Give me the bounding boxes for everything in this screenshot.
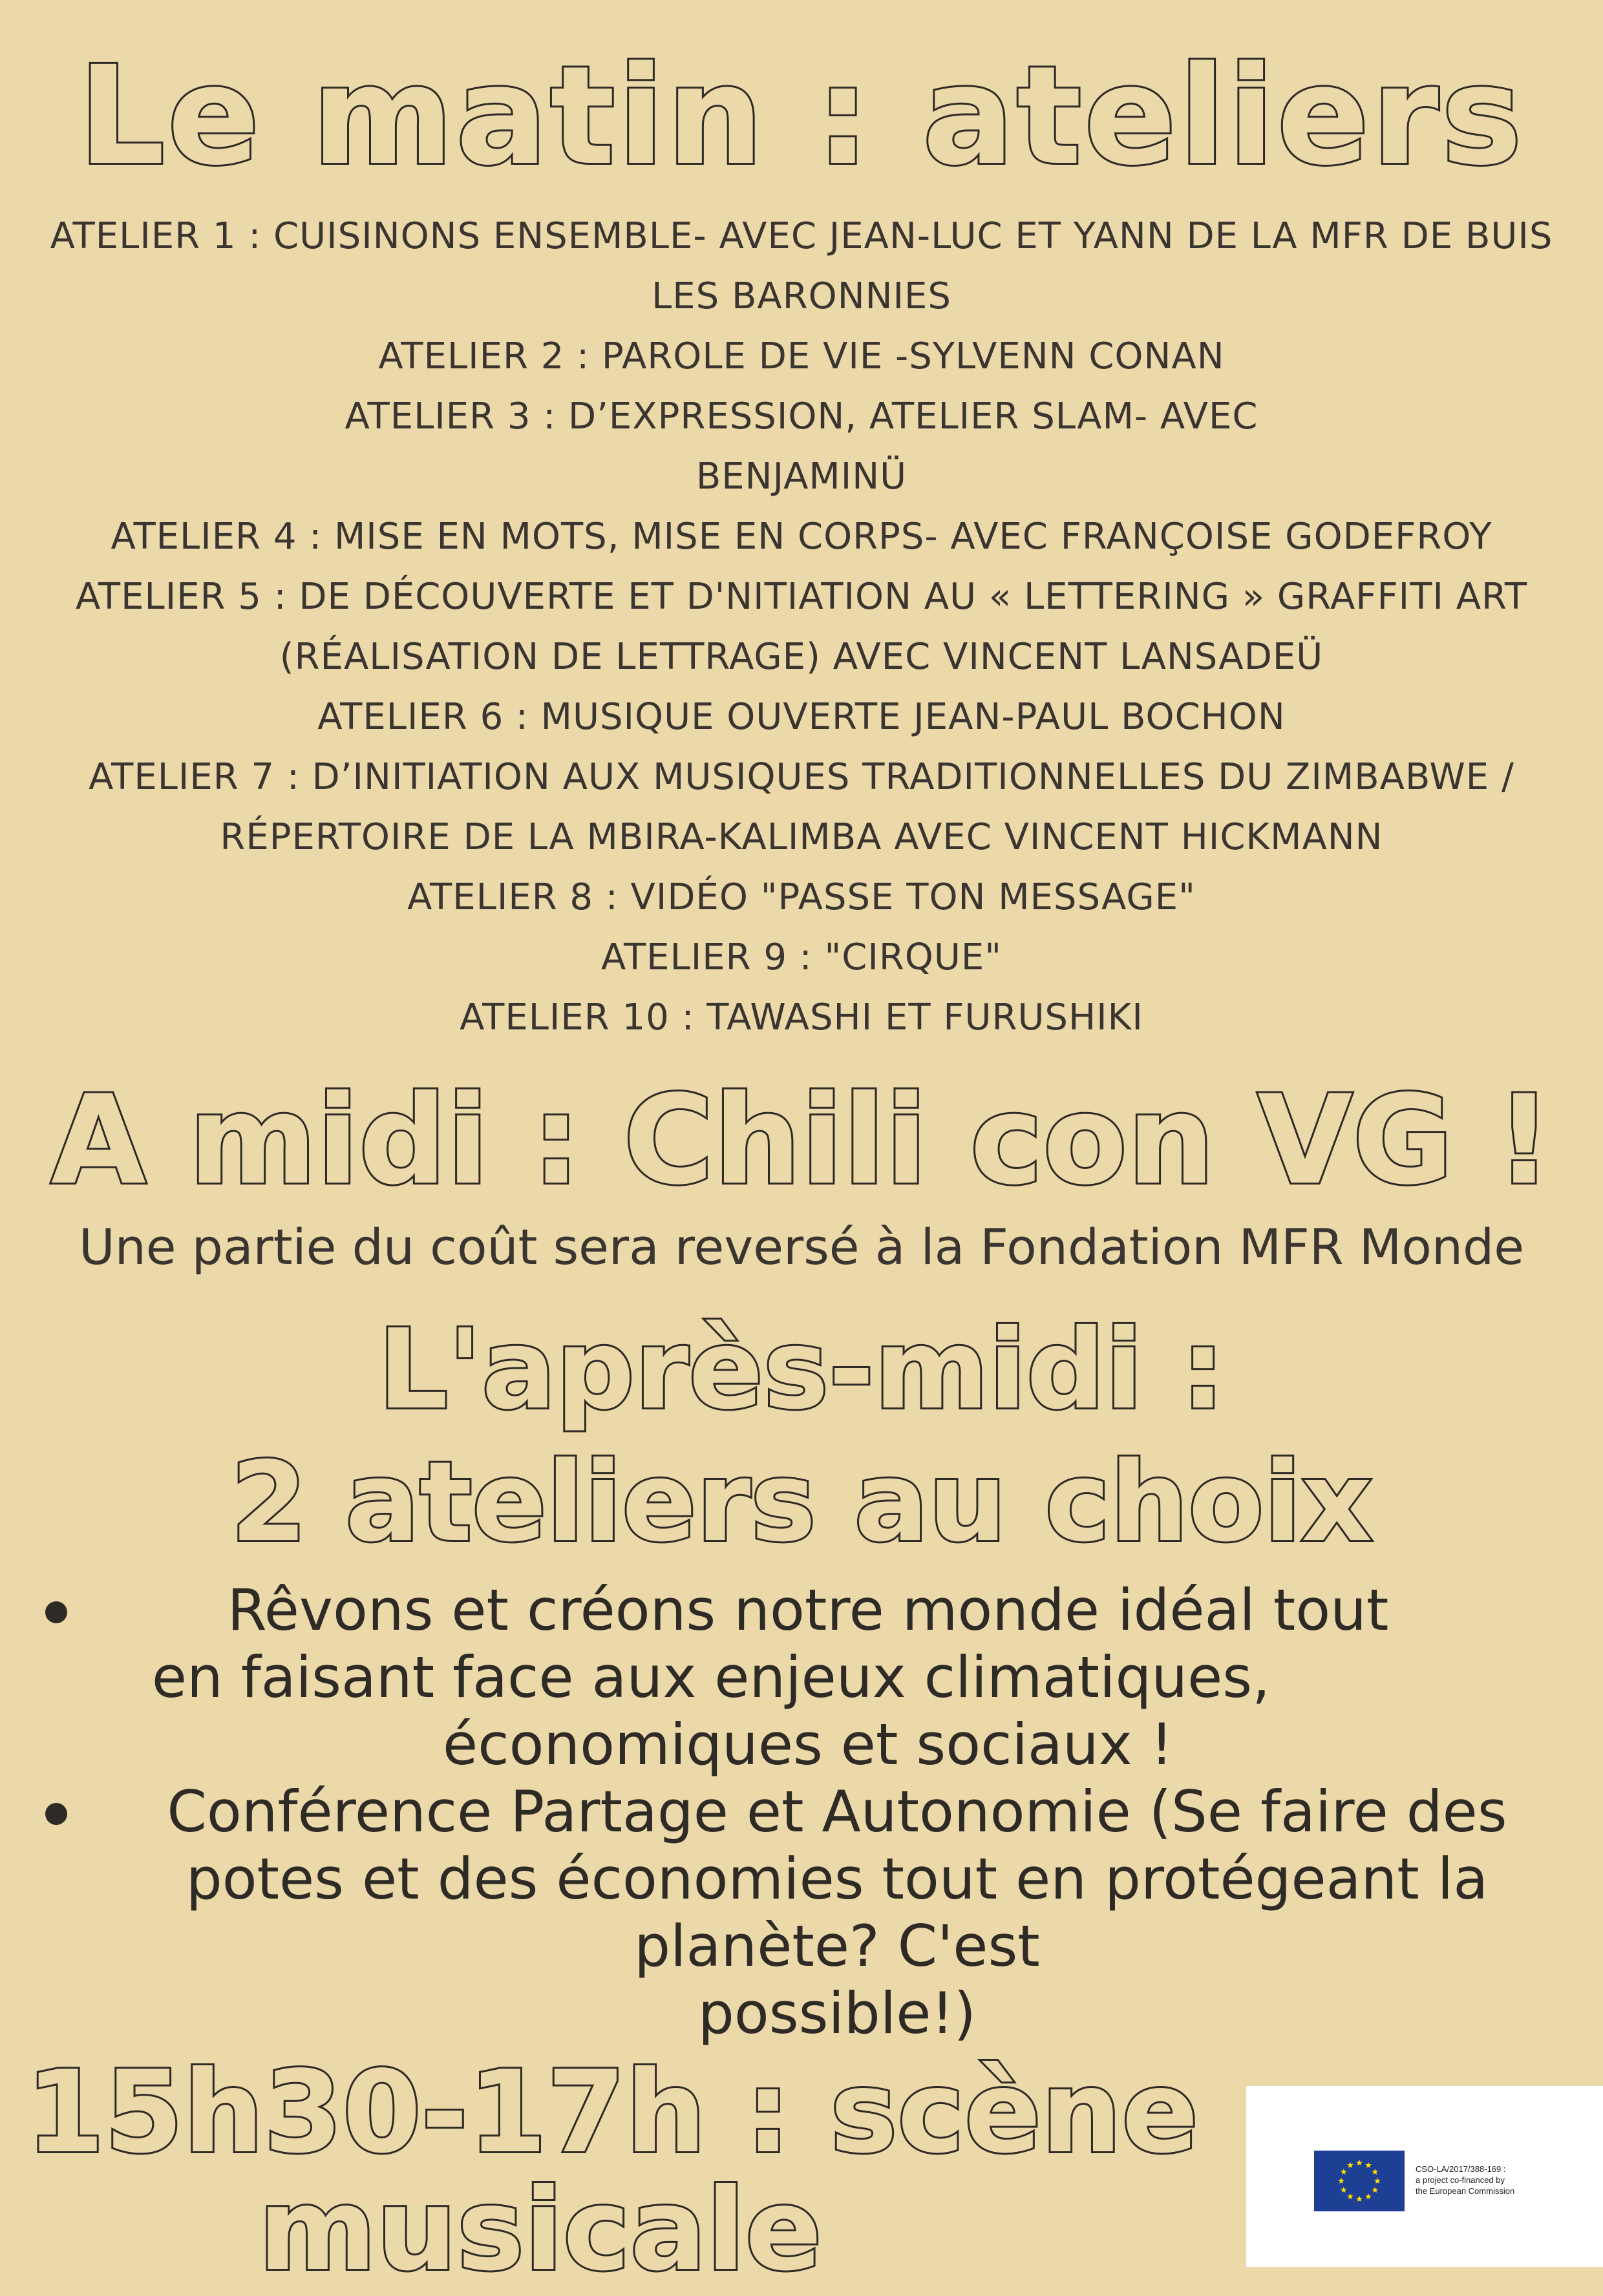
workshop-line: ATELIER 3 : D’EXPRESSION, ATELIER SLAM- AVEC xyxy=(345,395,1258,437)
afternoon-subtitle: 2 ateliers au choix xyxy=(230,1438,1373,1566)
morning-title: Le matin : ateliers xyxy=(78,37,1525,195)
workshop-line: ATELIER 7 : D’INITIATION AUX MUSIQUES TRADITIONNELLES DU ZIMBABWE / xyxy=(89,756,1514,798)
workshop-line: ATELIER 2 : PAROLE DE VIE -SYLVENN CONAN xyxy=(378,335,1225,377)
option-line: en faisant face aux enjeux climatiques, xyxy=(151,1644,1271,1711)
option-line: économiques et sociaux ! xyxy=(443,1711,1173,1778)
option-line: possible!) xyxy=(698,1980,976,2047)
workshop-line: LES BARONNIES xyxy=(652,275,951,317)
bullet-icon xyxy=(45,1803,67,1825)
noon-title: A midi : Chili con VG ! xyxy=(50,1069,1553,1212)
eu-badge-text: CSO-LA/2017/388-169 : a project co-financed by the European Commission xyxy=(1416,2164,1515,2196)
afternoon-title: L'après-midi : xyxy=(377,1306,1226,1434)
bullet-icon xyxy=(45,1601,67,1623)
noon-subtitle: Une partie du coût sera reversé à la Fondation MFR Monde xyxy=(78,1218,1525,1276)
workshop-line: ATELIER 8 : VIDÉO "PASSE TON MESSAGE" xyxy=(407,876,1196,918)
workshop-line: ATELIER 9 : "CIRQUE" xyxy=(601,936,1002,978)
workshop-line: (RÉALISATION DE LETTRAGE) AVEC VINCENT LANSADEÜ xyxy=(279,636,1324,678)
option-line: Conférence Partage et Autonomie (Se faire des xyxy=(167,1778,1507,1845)
option-line: planète? C'est xyxy=(634,1913,1040,1979)
workshop-line: ATELIER 1 : CUISINONS ENSEMBLE- AVEC JEAN-LUC ET YANN DE LA MFR DE BUIS xyxy=(50,215,1553,257)
workshop-line: BENJAMINÜ xyxy=(695,456,908,498)
workshop-line: ATELIER 10 : TAWASHI ET FURUSHIKI xyxy=(460,996,1143,1038)
eu-flag-icon xyxy=(1314,2151,1405,2211)
workshop-line: RÉPERTOIRE DE LA MBIRA-KALIMBA AVEC VINCENT HICKMANN xyxy=(220,816,1383,858)
workshop-line: ATELIER 5 : DE DÉCOUVERTE ET D'NITIATION AU « LETTERING » GRAFFITI ART xyxy=(75,576,1528,618)
workshop-line: ATELIER 4 : MISE EN MOTS, MISE EN CORPS- AVEC FRANÇOISE GODEFROY xyxy=(111,516,1492,558)
option-line: Rêvons et créons notre monde idéal tout xyxy=(227,1577,1389,1643)
music-label: musicale xyxy=(259,2165,822,2296)
workshop-line: ATELIER 6 : MUSIQUE OUVERTE JEAN-PAUL BOCHON xyxy=(317,696,1286,738)
music-time: 15h30-17h : scène xyxy=(26,2047,1199,2178)
eu-cofunding-badge xyxy=(1246,2086,1603,2267)
option-line: potes et des économies tout en protégeant la xyxy=(186,1846,1489,1912)
